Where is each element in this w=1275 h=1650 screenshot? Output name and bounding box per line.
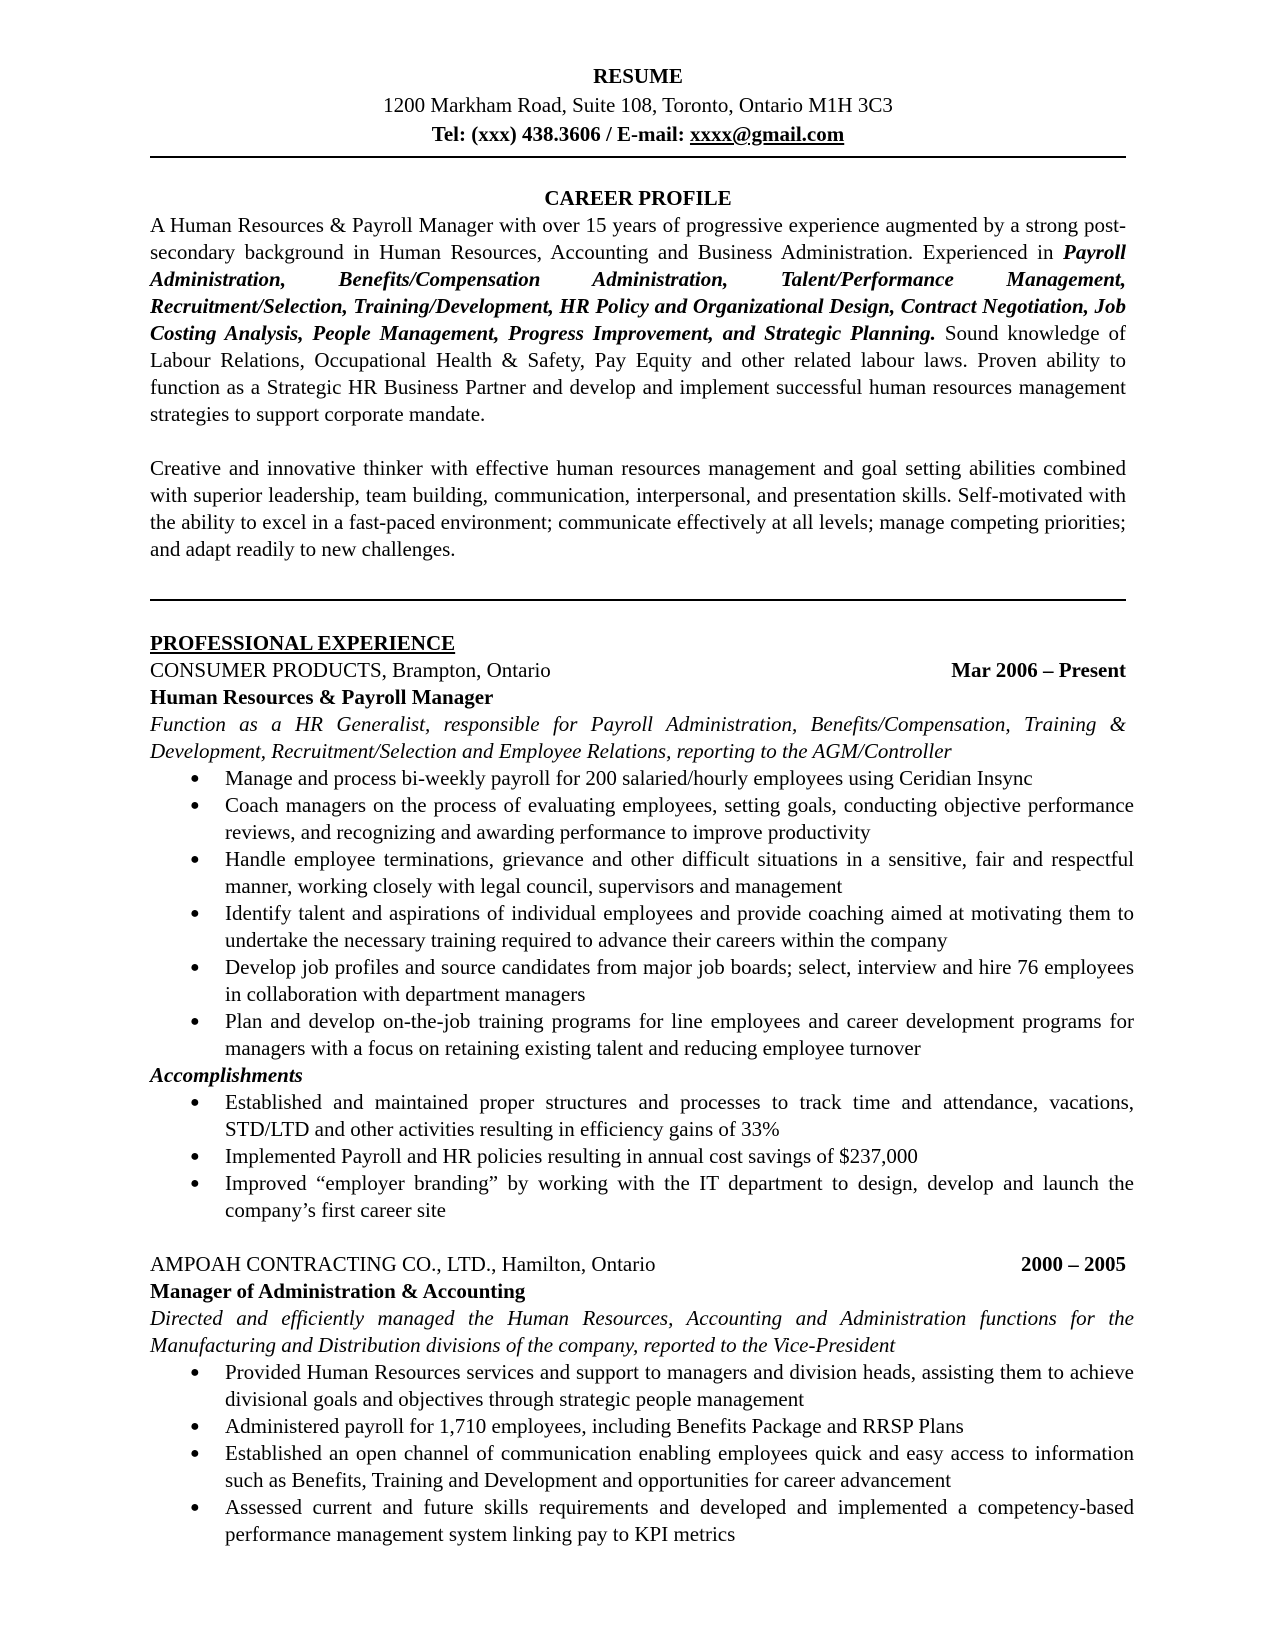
- job-duties-list: [150, 1359, 1134, 1548]
- profile-divider: [150, 599, 1126, 601]
- job-position: Human Resources & Payroll Manager: [150, 685, 494, 709]
- bullet-icon: ●: [190, 1364, 200, 1381]
- job-company: AMPOAH CONTRACTING CO., LTD., Hamilton, Ontario: [150, 1252, 656, 1276]
- list-item: ● Assessed current and future skills requirements and developed and implemented a competency-based performance management system linking pay to KPI metrics: [190, 1495, 1134, 1546]
- resume-title: RESUME: [593, 64, 683, 88]
- list-item: ● Coach managers on the process of evaluating employees, setting goals, conducting objective performance reviews, and recognizing and awarding performance to improve productivity: [190, 793, 1134, 844]
- list-item: ● Manage and process bi-weekly payroll for 200 salaried/hourly employees using Ceridian Insync: [190, 766, 1033, 790]
- list-item: ● Established and maintained proper structures and processes to track time and attendance, vacations, STD/LTD and other activities resulting in efficiency gains of 33%: [190, 1090, 1134, 1141]
- job-duties-list: [150, 765, 1134, 1062]
- job-summary: Function as a HR Generalist, responsible for Payroll Administration, Benefits/Compensation, Training & Development, Recruitment/Selection and Employee Relations, reporting to the AGM/Controller: [150, 712, 1126, 763]
- bullet-icon: ●: [190, 1013, 200, 1030]
- list-item: ● Administered payroll for 1,710 employees, including Benefits Package and RRSP Plans: [190, 1414, 964, 1438]
- job-dates: Mar 2006 – Present: [951, 658, 1126, 682]
- list-item: ● Develop job profiles and source candidates from major job boards; select, interview and hire 76 employees in collaboration with department managers: [190, 955, 1134, 1006]
- bullet-icon: ●: [190, 1148, 200, 1165]
- job-entry: [150, 1251, 1134, 1548]
- bullet-icon: ●: [190, 770, 200, 787]
- bullet-icon: ●: [190, 1499, 200, 1516]
- contact-line: [150, 121, 1126, 150]
- job-position: Manager of Administration & Accounting: [150, 1279, 526, 1303]
- header-divider: [150, 156, 1126, 158]
- career-profile-title: CAREER PROFILE: [544, 186, 732, 210]
- list-item: ● Handle employee terminations, grievance and other difficult situations in a sensitive, fair and respectful manner, working closely with legal council, supervisors and management: [190, 847, 1134, 898]
- bullet-icon: ●: [190, 851, 200, 868]
- list-item: ● Identify talent and aspirations of individual employees and provide coaching aimed at motivating them to undertake the necessary training required to advance their careers within the company: [190, 901, 1134, 952]
- bullet-icon: ●: [190, 1094, 200, 1111]
- job-entry: [150, 657, 1134, 1224]
- bullet-icon: ●: [190, 905, 200, 922]
- career-profile-paragraph-2: Creative and innovative thinker with effective human resources management and goal setting abilities combined with superior leadership, team building, communication, interpersonal, and presentation skills. Self-motivated with the ability to excel in a fast-paced environment; communicate effectively at all levels; manage competing priorities; and adapt readily to new challenges.: [150, 456, 1126, 561]
- bullet-icon: ●: [190, 1418, 200, 1435]
- bullet-icon: ●: [190, 959, 200, 976]
- profile-p1-start: A Human Resources & Payroll Manager with over 15 years of progressive experience augmented by a strong post-secondary background in Human Resources, Accounting and Business Administration. Experienced in: [150, 213, 1126, 264]
- experience-title: PROFESSIONAL EXPERIENCE: [150, 631, 456, 655]
- bullet-icon: ●: [190, 797, 200, 814]
- list-item: ● Implemented Payroll and HR policies resulting in annual cost savings of $237,000: [190, 1144, 918, 1168]
- email-link[interactable]: xxxx@gmail.com: [689, 122, 845, 146]
- list-item: ● Improved “employer branding” by working with the IT department to design, develop and launch the company’s first career site: [190, 1171, 1134, 1222]
- bullet-icon: ●: [190, 1445, 200, 1462]
- job-header: [150, 1251, 1126, 1278]
- list-item: ● Established an open channel of communication enabling employees quick and easy access to information such as Benefits, Training and Development and opportunities for career advancement: [190, 1441, 1134, 1492]
- resume-page: [150, 63, 1134, 1548]
- contact-prefix: Tel: (xxx) 438.3606 / E-mail:: [431, 122, 690, 146]
- accomplishments-title: Accomplishments: [150, 1063, 303, 1087]
- list-item: ● Provided Human Resources services and support to managers and division heads, assisting them to achieve divisional goals and objectives through strategic people management: [190, 1360, 1134, 1411]
- career-profile-paragraph-1: [150, 212, 1126, 428]
- accomplishments-list: [150, 1089, 1134, 1224]
- bullet-icon: ●: [190, 1175, 200, 1192]
- job-company: CONSUMER PRODUCTS, Brampton, Ontario: [150, 658, 551, 682]
- profile-p1-skills: Payroll Administration, Benefits/Compensation Administration, Talent/Performance Management, Recruitment/Selection, Training/Development, HR Policy and Organizational Design, Contract Negotiation, Job Costing Analysis, People Management, Progress Improvement, and Strategic Planning.: [150, 240, 1126, 345]
- profile-p1-end: Sound knowledge of Labour Relations, Occupational Health & Safety, Pay Equity and other related labour laws. Proven ability to function as a Strategic HR Business Partner and develop and implement successful human resources management strategies to support corporate mandate.: [150, 321, 1126, 426]
- job-header: [150, 657, 1126, 684]
- address-line: 1200 Markham Road, Suite 108, Toronto, Ontario M1H 3C3: [383, 93, 893, 117]
- list-item: ● Plan and develop on-the-job training programs for line employees and career development programs for managers with a focus on retaining existing talent and reducing employee turnover: [190, 1009, 1134, 1060]
- job-dates: 2000 – 2005: [1021, 1252, 1126, 1276]
- job-summary: Directed and efficiently managed the Human Resources, Accounting and Administration functions for the Manufacturing and Distribution divisions of the company, reported to the Vice-President: [150, 1306, 1134, 1357]
